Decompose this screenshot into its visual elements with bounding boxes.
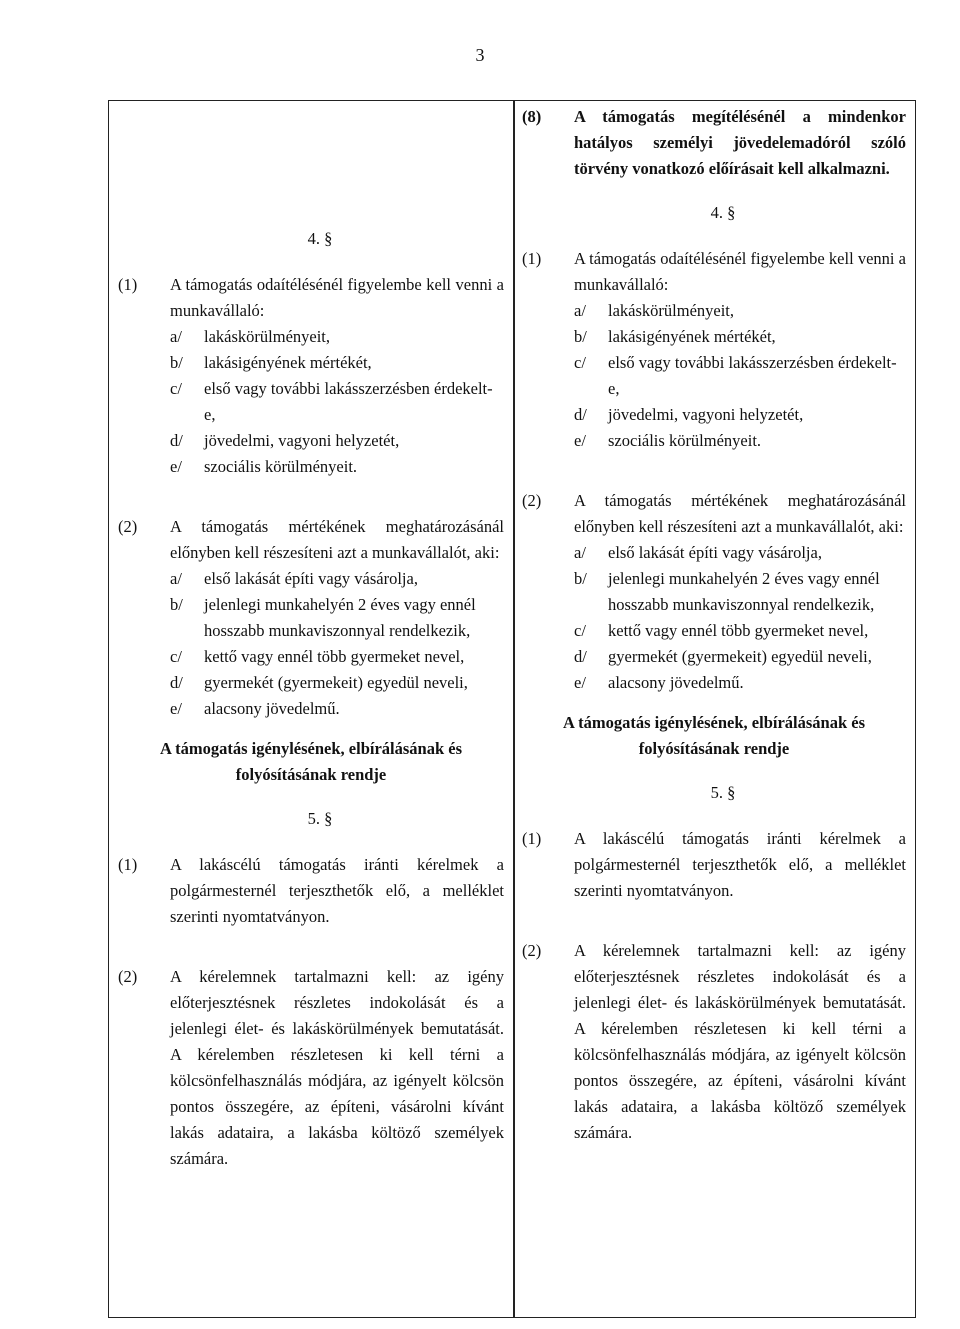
item-text: alacsony jövedelmű.: [608, 673, 744, 692]
item-text: lakáskörülményeit,: [204, 327, 331, 346]
item-text: jövedelmi, vagyoni helyzetét,: [608, 405, 804, 424]
list-item: [522, 298, 906, 324]
paragraph-text: A lakáscélú támogatás iránti kérelmek a polgármesternél terjeszthetők elő, a melléklet szerinti nyomtatványon.: [574, 829, 906, 900]
item-text: lakásigényének mértékét,: [204, 353, 372, 372]
s4-paragraph-2: [118, 514, 504, 566]
item-text: gyermekét (gyermekeit) egyedül neveli,: [204, 673, 468, 692]
paragraph-number: (1): [118, 275, 138, 294]
s5-paragraph-1: [118, 852, 504, 930]
item-mark: a/: [170, 327, 182, 346]
list-item: [118, 696, 504, 722]
item-mark: b/: [574, 569, 587, 588]
section-5-title: 5. §: [307, 809, 333, 828]
left-column: [118, 100, 504, 1172]
paragraph-text: A támogatás odaítélésénél figyelembe kell venni a munkavállaló:: [170, 275, 504, 320]
list-item: [118, 644, 504, 670]
s4-paragraph-2: [522, 488, 906, 540]
paragraph-number: (2): [522, 491, 542, 510]
paragraph-number: (1): [522, 829, 542, 848]
paragraph-number: (8): [522, 107, 542, 126]
item-text: első vagy további lakásszerzésben érdekelt-e,: [608, 353, 897, 398]
item-mark: a/: [574, 301, 586, 320]
list-item: [118, 350, 504, 376]
list-item: [118, 670, 504, 696]
item-text: jelenlegi munkahelyén 2 éves vagy ennél hosszabb munkaviszonnyal rendelkezik,: [204, 595, 476, 640]
section-4-title: 4. §: [307, 229, 333, 248]
list-item: [522, 566, 906, 618]
page-number: 3: [475, 45, 485, 65]
list-item: [118, 454, 504, 480]
paragraph-text: A kérelemnek tartalmazni kell: az igény előterjesztésnek részletes indokolását és a jelenlegi élet- és lakáskörülmények bemutatását. A kérelemben részletesen ki kell térni a kölcsönfelhasználás módjára, az igényelt kölcsön pontos összegére, az építeni, vásárolni kívánt lakás adataira, a lakásba költöző személyek számára.: [170, 967, 504, 1168]
item-mark: c/: [170, 647, 182, 666]
item-mark: b/: [574, 327, 587, 346]
item-text: lakásigényének mértékét,: [608, 327, 776, 346]
item-mark: c/: [170, 379, 182, 398]
item-text: lakáskörülményeit,: [608, 301, 735, 320]
paragraph-text: A támogatás megítélésénél a mindenkor hatályos személyi jövedelemadóról szóló törvény vonatkozó előírásait kell alkalmazni.: [574, 107, 906, 178]
list-item: [118, 376, 504, 428]
item-text: szociális körülményeit.: [204, 457, 358, 476]
s5-paragraph-1: [522, 826, 906, 904]
item-text: kettő vagy ennél több gyermeket nevel,: [204, 647, 465, 666]
item-mark: d/: [170, 431, 183, 450]
item-text: gyermekét (gyermekeit) egyedül neveli,: [608, 647, 872, 666]
item-mark: d/: [574, 405, 587, 424]
paragraph-8: [522, 104, 906, 182]
paragraph-number: (1): [118, 855, 138, 874]
item-mark: b/: [170, 595, 183, 614]
list-item: [118, 324, 504, 350]
s4-paragraph-1: [118, 272, 504, 324]
item-text: kettő vagy ennél több gyermeket nevel,: [608, 621, 869, 640]
paragraph-number: (2): [522, 941, 542, 960]
paragraph-number: (2): [118, 967, 138, 986]
item-mark: e/: [170, 457, 182, 476]
list-item: [118, 428, 504, 454]
item-mark: e/: [574, 673, 586, 692]
item-text: jövedelmi, vagyoni helyzetét,: [204, 431, 400, 450]
list-item: [522, 670, 906, 696]
item-mark: a/: [170, 569, 182, 588]
s5-paragraph-2: [522, 938, 906, 1146]
item-text: jelenlegi munkahelyén 2 éves vagy ennél hosszabb munkaviszonnyal rendelkezik,: [608, 569, 880, 614]
item-mark: c/: [574, 353, 586, 372]
s5-paragraph-2: [118, 964, 504, 1172]
item-mark: b/: [170, 353, 183, 372]
chapter-heading: A támogatás igénylésének, elbírálásának és folyósításának rendje: [562, 713, 866, 758]
list-item: [522, 428, 906, 454]
list-item: [522, 324, 906, 350]
item-mark: d/: [170, 673, 183, 692]
item-text: első lakását építi vagy vásárolja,: [204, 569, 418, 588]
list-item: [522, 540, 906, 566]
item-mark: c/: [574, 621, 586, 640]
chapter-heading: A támogatás igénylésének, elbírálásának és folyósításának rendje: [159, 739, 463, 784]
list-item: [118, 592, 504, 644]
right-column: [522, 100, 906, 1146]
s4-paragraph-1: [522, 246, 906, 298]
item-text: alacsony jövedelmű.: [204, 699, 340, 718]
item-mark: e/: [574, 431, 586, 450]
list-item: [522, 644, 906, 670]
list-item: [522, 402, 906, 428]
paragraph-text: A kérelemnek tartalmazni kell: az igény előterjesztésnek részletes indokolását és a jelenlegi élet- és lakáskörülmények bemutatását. A kérelemben részletesen ki kell térni a kölcsönfelhasználás módjára, az igényelt kölcsön pontos összegére, az építeni, vásárolni kívánt lakás adataira, a lakásba költöző személyek számára.: [574, 941, 906, 1142]
paragraph-text: A támogatás odaítélésénél figyelembe kell venni a munkavállaló:: [574, 249, 906, 294]
section-4-title: 4. §: [710, 203, 736, 222]
list-item: [522, 618, 906, 644]
paragraph-text: A támogatás mértékének meghatározásánál előnyben kell részesíteni azt a munkavállalót, aki:: [170, 517, 504, 562]
paragraph-text: A lakáscélú támogatás iránti kérelmek a polgármesternél terjeszthetők elő, a melléklet szerinti nyomtatványon.: [170, 855, 504, 926]
section-5-title: 5. §: [710, 783, 736, 802]
list-item: [118, 566, 504, 592]
paragraph-number: (1): [522, 249, 542, 268]
paragraph-number: (2): [118, 517, 138, 536]
item-text: szociális körülményeit.: [608, 431, 762, 450]
paragraph-text: A támogatás mértékének meghatározásánál előnyben kell részesíteni azt a munkavállalót, aki:: [574, 491, 906, 536]
item-text: első vagy további lakásszerzésben érdekelt-e,: [204, 379, 493, 424]
list-item: [522, 350, 906, 402]
item-mark: e/: [170, 699, 182, 718]
item-text: első lakását építi vagy vásárolja,: [608, 543, 822, 562]
column-divider: [513, 100, 515, 1318]
item-mark: a/: [574, 543, 586, 562]
item-mark: d/: [574, 647, 587, 666]
